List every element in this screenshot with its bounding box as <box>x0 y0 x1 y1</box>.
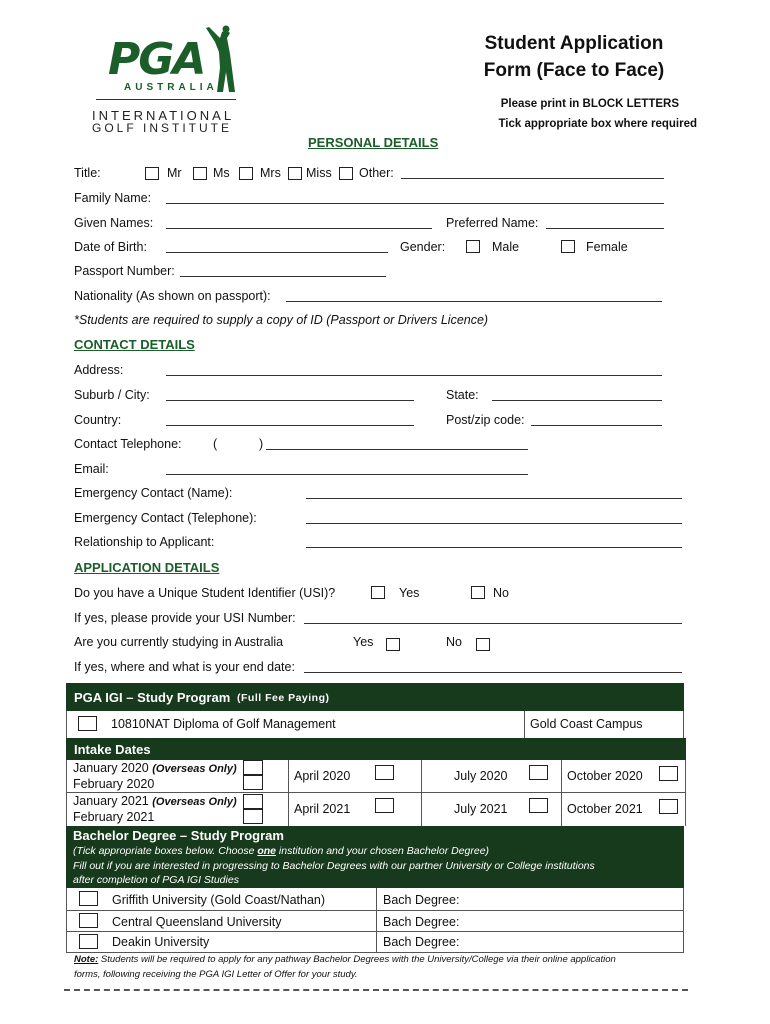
title-miss-label: Miss <box>306 166 332 180</box>
family-name-field[interactable] <box>166 203 664 204</box>
email-field[interactable] <box>166 474 528 475</box>
bachelor-note1: (Tick appropriate boxes below. Choose one institution and your chosen Bachelor Degree) <box>73 845 490 857</box>
end-date-field[interactable] <box>304 672 682 673</box>
instruction-block-letters: Please print in BLOCK LETTERS <box>500 98 679 110</box>
emergency-phone-field[interactable] <box>306 523 682 524</box>
intake-january-label: January 2021 <box>73 794 149 808</box>
gender-female-label: Female <box>586 240 628 254</box>
country-label: Country: <box>74 413 122 427</box>
intake-feb-checkbox[interactable] <box>243 809 263 824</box>
usi-question: Do you have a Unique Student Identifier (USI)? <box>74 586 336 600</box>
studying-yes-checkbox[interactable] <box>386 638 400 651</box>
title-other-checkbox[interactable] <box>339 167 353 180</box>
intake-october-checkbox[interactable] <box>659 766 678 781</box>
state-label: State: <box>446 388 479 402</box>
address-label: Address: <box>74 363 124 377</box>
intake-jan-checkbox[interactable] <box>243 760 263 775</box>
logo-pga-text: PGA <box>108 34 205 85</box>
emergency-name-field[interactable] <box>306 498 682 499</box>
intake-april-checkbox[interactable] <box>375 765 394 780</box>
griffith-checkbox[interactable] <box>79 891 98 906</box>
gender-male-label: Male <box>492 240 520 254</box>
gender-label: Gender: <box>400 240 446 254</box>
intake-july-label: July 2021 <box>454 802 508 816</box>
area-code-close: ) <box>259 437 264 451</box>
griffith-label: Griffith University (Gold Coast/Nathan) <box>112 893 326 907</box>
title-ms-label: Ms <box>213 166 230 180</box>
footer-note-line2: forms, following receiving the PGA IGI Letter of Offer for your study. <box>74 969 358 980</box>
bachelor-note3: after completion of PGA IGI Studies <box>73 874 239 886</box>
title-other-label: Other: <box>359 166 394 180</box>
study-program-header <box>66 683 684 711</box>
title-label: Title: <box>74 166 101 180</box>
title-mr-checkbox[interactable] <box>145 167 159 180</box>
cqu-label: Central Queensland University <box>112 915 282 929</box>
application-details-heading: APPLICATION DETAILS <box>74 560 220 575</box>
form-title-line2: Form (Face to Face) <box>483 60 665 81</box>
intake-february-label: February 2021 <box>73 810 155 824</box>
title-other-field[interactable] <box>401 178 664 179</box>
emergency-name-label: Emergency Contact (Name): <box>74 486 233 500</box>
telephone-field[interactable] <box>266 449 528 450</box>
form-title-line1: Student Application <box>484 33 664 54</box>
relationship-field[interactable] <box>306 547 682 548</box>
intake-dates-header <box>66 738 686 760</box>
nationality-field[interactable] <box>286 301 662 302</box>
preferred-name-label: Preferred Name: <box>446 216 539 230</box>
intake-feb-checkbox[interactable] <box>243 775 263 790</box>
address-field[interactable] <box>166 375 662 376</box>
overseas-only-label: (Overseas Only) <box>152 796 237 808</box>
studying-question: Are you currently studying in Australia <box>74 635 284 649</box>
deakin-checkbox[interactable] <box>79 934 98 949</box>
given-names-label: Given Names: <box>74 216 154 230</box>
intake-january-label: January 2020 <box>73 761 149 775</box>
intake-july-checkbox[interactable] <box>529 765 548 780</box>
intake-october-label: October 2020 <box>567 769 643 783</box>
bach-degree-label: Bach Degree: <box>383 935 460 949</box>
usi-no-checkbox[interactable] <box>471 586 485 599</box>
id-note: *Students are required to supply a copy of ID (Passport or Drivers Licence) <box>74 313 489 327</box>
contact-details-heading: CONTACT DETAILS <box>74 337 195 352</box>
personal-details-heading: PERSONAL DETAILS <box>308 135 439 150</box>
deakin-label: Deakin University <box>112 935 210 949</box>
bach-degree-label: Bach Degree: <box>383 915 460 929</box>
usi-no-label: No <box>493 586 509 600</box>
campus-label: Gold Coast Campus <box>530 717 643 731</box>
bachelor-title: Bachelor Degree – Study Program <box>73 828 284 843</box>
bach-degree-label: Bach Degree: <box>383 893 460 907</box>
intake-february-label: February 2020 <box>73 777 155 791</box>
logo-australia-text: AUSTRALIA <box>124 82 218 93</box>
full-fee-label: (Full Fee Paying) <box>237 692 330 704</box>
cut-line-divider <box>64 989 688 991</box>
state-field[interactable] <box>492 400 662 401</box>
telephone-label: Contact Telephone: <box>74 437 182 451</box>
family-name-label: Family Name: <box>74 191 152 205</box>
title-mrs-label: Mrs <box>260 166 281 180</box>
intake-april-label: April 2020 <box>294 769 351 783</box>
intake-dates-title: Intake Dates <box>74 742 151 757</box>
usi-yes-label: Yes <box>399 586 420 600</box>
intake-jan-checkbox[interactable] <box>243 794 263 809</box>
logo-golf-institute-text: GOLF INSTITUTE <box>92 121 233 135</box>
studying-yes-label: Yes <box>353 635 374 649</box>
intake-july-checkbox[interactable] <box>529 798 548 813</box>
dob-field[interactable] <box>166 252 388 253</box>
intake-october-checkbox[interactable] <box>659 799 678 814</box>
area-code-open: ( <box>213 437 218 451</box>
overseas-only-label: (Overseas Only) <box>152 763 237 775</box>
intake-july-label: July 2020 <box>454 769 508 783</box>
footer-note: Note: Students will be required to apply for any pathway Bachelor Degrees with the University/College via their online application <box>74 954 616 965</box>
postcode-label: Post/zip code: <box>446 413 525 427</box>
preferred-name-field[interactable] <box>546 228 664 229</box>
study-program-title: PGA IGI – Study Program <box>74 690 231 705</box>
suburb-label: Suburb / City: <box>74 388 150 402</box>
email-label: Email: <box>74 462 109 476</box>
emergency-phone-label: Emergency Contact (Telephone): <box>74 511 257 525</box>
dob-label: Date of Birth: <box>74 240 147 254</box>
cqu-checkbox[interactable] <box>79 913 98 928</box>
form-title <box>464 30 684 84</box>
title-miss-checkbox[interactable] <box>288 167 302 180</box>
logo-divider <box>96 99 236 100</box>
passport-field[interactable] <box>180 276 386 277</box>
usi-yes-checkbox[interactable] <box>371 586 385 599</box>
passport-label: Passport Number: <box>74 264 175 278</box>
intake-april-label: April 2021 <box>294 802 351 816</box>
usi-number-label: If yes, please provide your USI Number: <box>74 611 296 625</box>
nationality-label: Nationality (As shown on passport): <box>74 289 271 303</box>
title-ms-checkbox[interactable] <box>193 167 207 180</box>
usi-number-field[interactable] <box>304 623 682 624</box>
intake-april-checkbox[interactable] <box>375 798 394 813</box>
relationship-label: Relationship to Applicant: <box>74 535 215 549</box>
course-diploma-checkbox[interactable] <box>78 716 97 731</box>
gender-female-checkbox[interactable] <box>561 240 575 253</box>
given-names-field[interactable] <box>166 228 432 229</box>
course-diploma-label: 10810NAT Diploma of Golf Management <box>111 717 336 731</box>
title-mr-label: Mr <box>167 166 182 180</box>
studying-no-checkbox[interactable] <box>476 638 490 651</box>
suburb-field[interactable] <box>166 400 414 401</box>
intake-october-label: October 2021 <box>567 802 643 816</box>
instruction-tick-box: Tick appropriate box where required <box>498 118 697 130</box>
gender-male-checkbox[interactable] <box>466 240 480 253</box>
title-mrs-checkbox[interactable] <box>239 167 253 180</box>
end-date-label: If yes, where and what is your end date: <box>74 660 295 674</box>
studying-no-label: No <box>446 635 462 649</box>
logo-international-text: INTERNATIONAL <box>92 108 235 123</box>
postcode-field[interactable] <box>531 425 662 426</box>
country-field[interactable] <box>166 425 414 426</box>
bachelor-header <box>66 826 684 888</box>
bachelor-note2: Fill out if you are interested in progressing to Bachelor Degrees with our partner University or College institutions <box>73 860 595 872</box>
